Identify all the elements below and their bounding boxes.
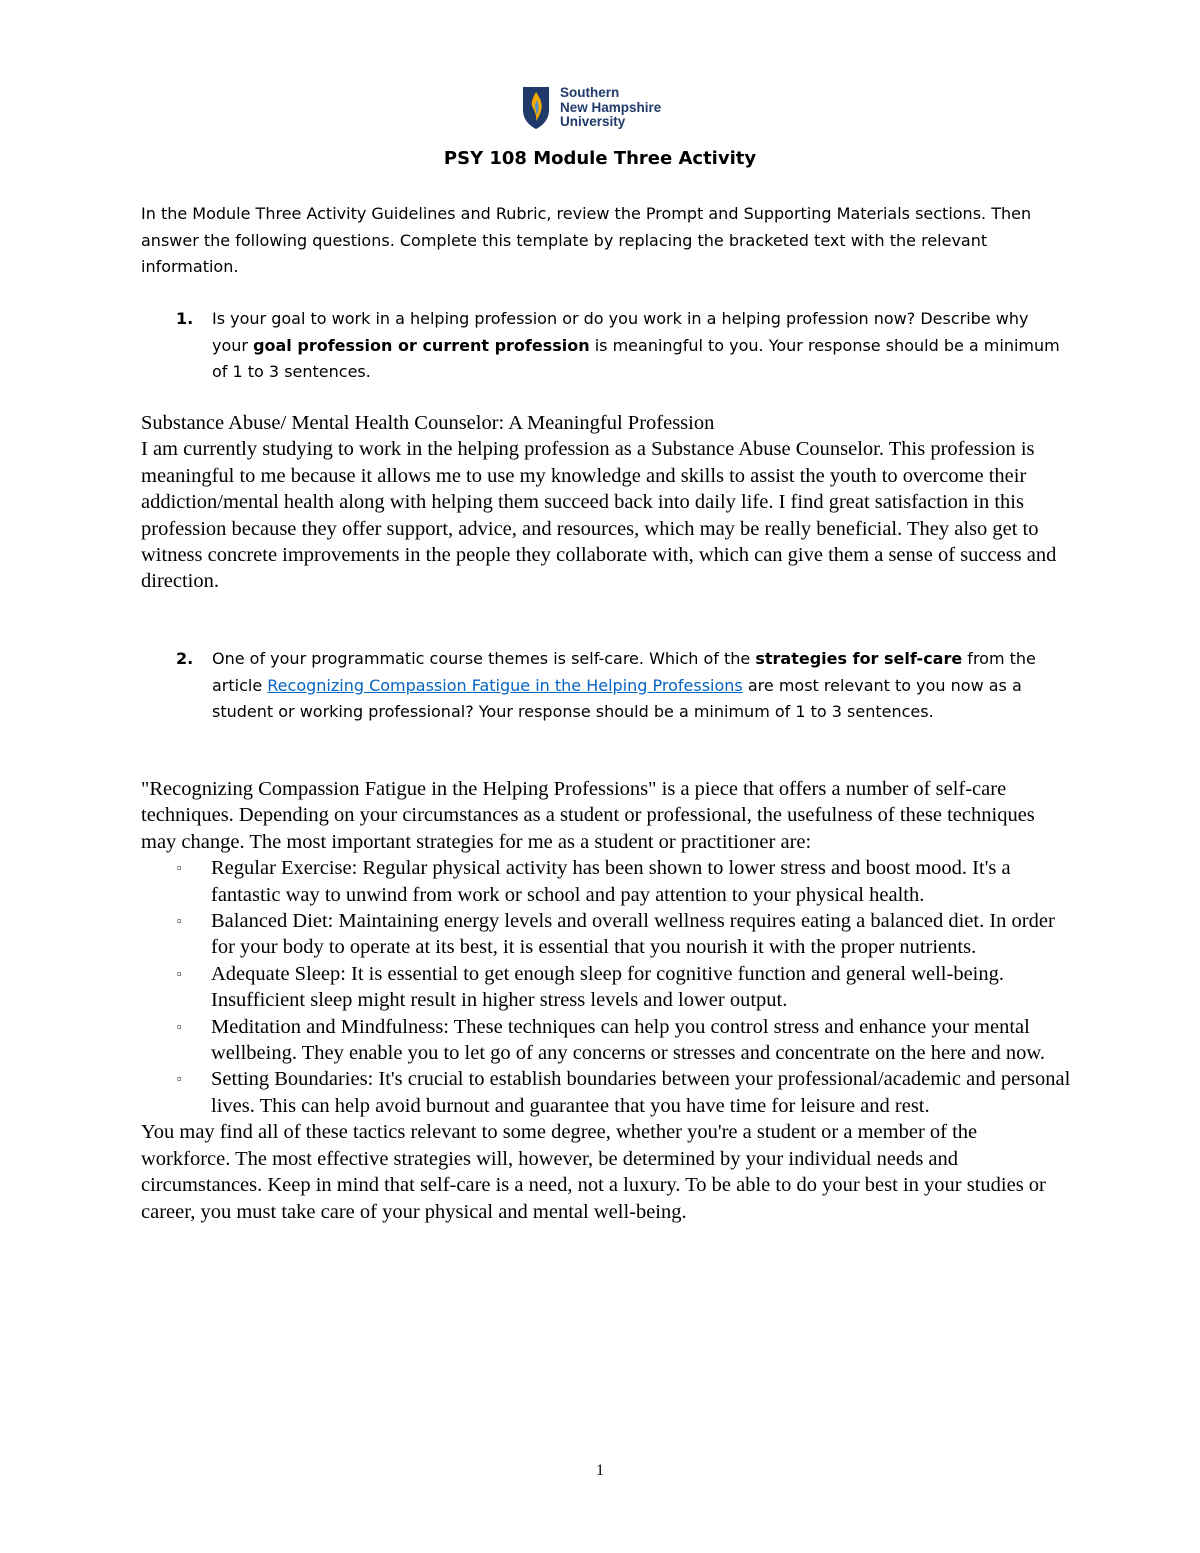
bullet-icon: ▫ bbox=[177, 965, 182, 981]
question-1-text bbox=[212, 306, 1061, 386]
answer-2 bbox=[141, 776, 1071, 1225]
list-item bbox=[141, 1014, 1071, 1067]
university-logo bbox=[522, 83, 661, 133]
question-1-bold: goal profession or current profession bbox=[253, 335, 590, 355]
shield-flame-icon bbox=[522, 86, 550, 130]
question-2-number: 2. bbox=[176, 649, 194, 668]
question-2-part-d: are most relevant to you now as a student or working professional? Your response should be a minimum of 1 to 3 sentences. bbox=[212, 675, 1022, 721]
answer-2-intro: "Recognizing Compassion Fatigue in the Helping Professions" is a piece that offers a number of self-care techniques. Depending on your circumstances as a student or professional, the usefulness of these techniques may change. The most important strategies for me as a student or practitioner are: bbox=[141, 778, 1035, 853]
question-1-part-c: is meaningful to you. Your response should be a minimum of 1 to 3 sentences. bbox=[212, 335, 1060, 381]
question-1-part-a: Is your goal to work in a helping profession or do you work in a helping profession now? Describe why your bbox=[212, 309, 1029, 355]
list-item bbox=[141, 1066, 1071, 1119]
answer-1-heading: Substance Abuse/ Mental Health Counselor: A Meaningful Profession bbox=[141, 412, 715, 434]
question-1-number: 1. bbox=[176, 309, 194, 328]
bullet-icon: ▫ bbox=[177, 1071, 182, 1087]
bullet-icon: ▫ bbox=[177, 913, 182, 929]
list-item bbox=[141, 855, 1071, 908]
logo-line-1: Southern bbox=[560, 85, 620, 101]
list-item-text: Balanced Diet: Maintaining energy levels and overall wellness requires eating a balanced diet. In order for your body to operate at its best, it is essential that you nourish it with the proper nutrients. bbox=[211, 910, 1055, 959]
question-2 bbox=[141, 646, 1061, 726]
answer-1-text: I am currently studying to work in the helping profession as a Substance Abuse Counselor. This profession is meaningful to me because it allows me to use my knowledge and skills to assist the youth to overcome their addiction/mental health along with helping them succeed back into daily life. I find great satisfaction in this profession because they offer support, advice, and resources, which may be really beneficial. They also get to witness concrete improvements in the people they collaborate with, which can give them a sense of success and direction. bbox=[141, 438, 1057, 593]
logo-text bbox=[560, 86, 661, 130]
question-1 bbox=[141, 306, 1061, 386]
bullet-icon: ▫ bbox=[177, 1018, 182, 1034]
page-number: 1 bbox=[596, 1462, 604, 1479]
answer-1 bbox=[141, 410, 1071, 595]
list-item-text: Adequate Sleep: It is essential to get enough sleep for cognitive function and general well-being. Insufficient sleep might result in higher stress levels and lower output. bbox=[211, 962, 1004, 1012]
list-item bbox=[141, 961, 1071, 1014]
logo-line-3: University bbox=[560, 114, 626, 130]
list-item bbox=[141, 908, 1071, 961]
list-item-text: Regular Exercise: Regular physical activity has been shown to lower stress and boost mood. It's a fantastic way to unwind from work or school and pay attention to your physical health. bbox=[211, 857, 1011, 906]
list-item-text: Setting Boundaries: It's crucial to establish boundaries between your professional/academic and personal lives. This can help avoid burnout and guarantee that you have time for leisure and rest. bbox=[211, 1068, 1071, 1117]
question-2-part-c: from the article bbox=[212, 649, 1036, 695]
strategy-list bbox=[141, 855, 1071, 1119]
document-title: PSY 108 Module Three Activity bbox=[443, 148, 757, 169]
article-link[interactable]: Recognizing Compassion Fatigue in the Helping Professions bbox=[267, 675, 743, 695]
question-2-text bbox=[212, 646, 1061, 726]
logo-line-2: New Hampshire bbox=[560, 99, 662, 115]
question-2-bold: strategies for self-care bbox=[755, 649, 963, 668]
intro-paragraph: In the Module Three Activity Guidelines and Rubric, review the Prompt and Supporting Materials sections. Then answer the following questions. Complete this template by replacing the bracketed text with the relevant information. bbox=[141, 204, 1032, 276]
question-2-part-a: One of your programmatic course themes is self-care. Which of the bbox=[212, 649, 756, 668]
bullet-icon: ▫ bbox=[177, 860, 182, 876]
answer-2-conclusion: You may find all of these tactics relevant to some degree, whether you're a student or a member of the workforce. The most effective strategies will, however, be determined by your individual needs and circumstances. Keep in mind that self-care is a need, not a luxury. To be able to do your best in your studies or career, you must take care of your physical and mental well-being. bbox=[141, 1121, 1046, 1223]
list-item-text: Meditation and Mindfulness: These techniques can help you control stress and enhance your mental wellbeing. They enable you to let go of any concerns or stresses and concentrate on the here and now. bbox=[211, 1015, 1045, 1065]
